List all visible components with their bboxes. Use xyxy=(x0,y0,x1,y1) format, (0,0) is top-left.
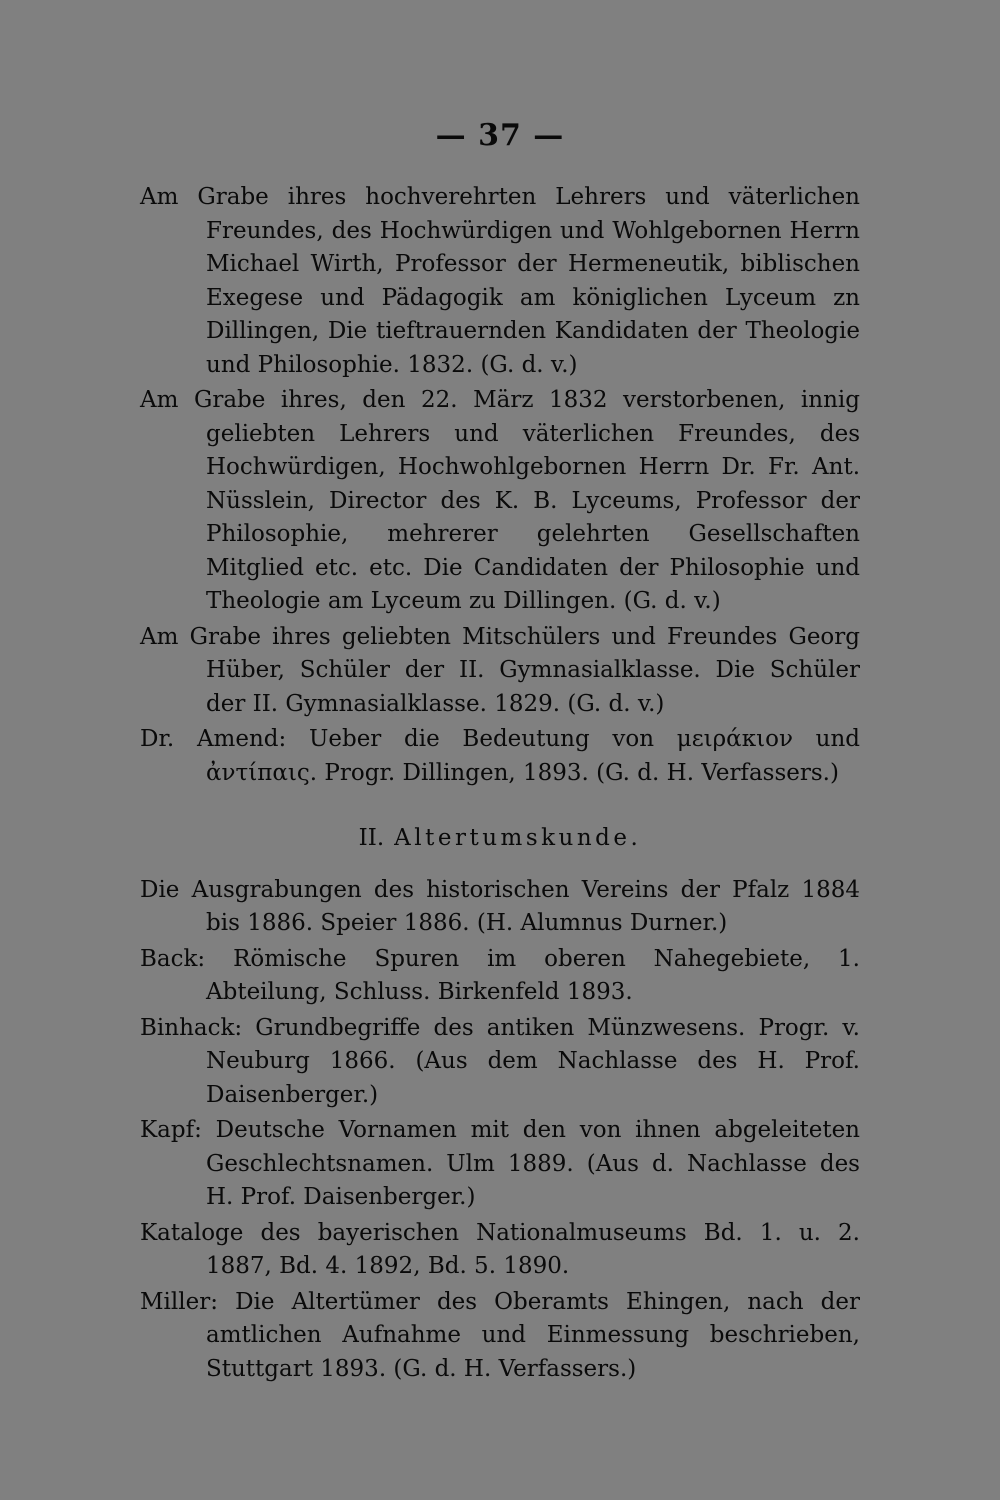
list-item: Am Grabe ihres, den 22. März 1832 verstorbenen, innig geliebten Lehrers und väterlichen Freundes, des Hochwürdigen, Hochwohlgebornen Herrn Dr. Fr. Ant. Nüsslein, Director des K. B. Lyceums, Professor der Philosophie, mehrerer gelehrten Gesellschaften Mitglied etc. etc. Die Candidaten der Philosophie und Theologie am Lyceum zu Dillingen. (G. d. v.) xyxy=(140,387,860,614)
list-item: Die Ausgrabungen des historischen Vereins der Pfalz 1884 bis 1886. Speier 1886. (H. Alumnus Durner.) xyxy=(140,876,860,936)
list-item: Kataloge des bayerischen Nationalmuseums Bd. 1. u. 2. 1887, Bd. 4. 1892, Bd. 5. 1890. xyxy=(140,1219,860,1279)
list-item: Miller: Die Altertümer des Oberamts Ehingen, nach der amtlichen Aufnahme und Einmessung beschrieben, Stuttgart 1893. (G. d. H. Verfassers.) xyxy=(140,1288,860,1382)
list-item: Back: Römische Spuren im oberen Nahegebiete, 1. Abteilung, Schluss. Birkenfeld 1893. xyxy=(140,945,860,1005)
list-item: Am Grabe ihres geliebten Mitschülers und Freundes Georg Hüber, Schüler der II. Gymnasialklasse. Die Schüler der II. Gymnasialklasse. 1829. (G. d. v.) xyxy=(140,623,860,717)
list-item: Binhack: Grundbegriffe des antiken Münzwesens. Progr. v. Neuburg 1866. (Aus dem Nachlasse des H. Prof. Daisenberger.) xyxy=(140,1014,860,1108)
section-title: Altertumskunde. xyxy=(394,825,642,851)
section-heading xyxy=(140,822,860,856)
bibliography-list xyxy=(140,181,860,1388)
list-item: Dr. Amend: Ueber die Bedeutung von μειράκιον und ἀντίπαις. Progr. Dillingen, 1893. (G. d. H. Verfassers.) xyxy=(140,726,860,786)
section-number: II. xyxy=(358,825,385,851)
list-item: Kapf: Deutsche Vornamen mit den von ihnen abgeleiteten Geschlechtsnamen. Ulm 1889. (Aus d. Nachlasse des H. Prof. Daisenberger.) xyxy=(140,1117,860,1210)
page-number: — 37 — xyxy=(435,118,565,153)
list-item: Am Grabe ihres hochverehrten Lehrers und väterlichen Freundes, des Hochwürdigen und Wohlgebornen Herrn Michael Wirth, Professor der Hermeneutik, biblischen Exegese und Pädagogik am königlichen Lyceum zn Dillingen, Die tieftrauernden Kandidaten der Theologie und Philosophie. 1832. (G. d. v.) xyxy=(140,184,860,378)
